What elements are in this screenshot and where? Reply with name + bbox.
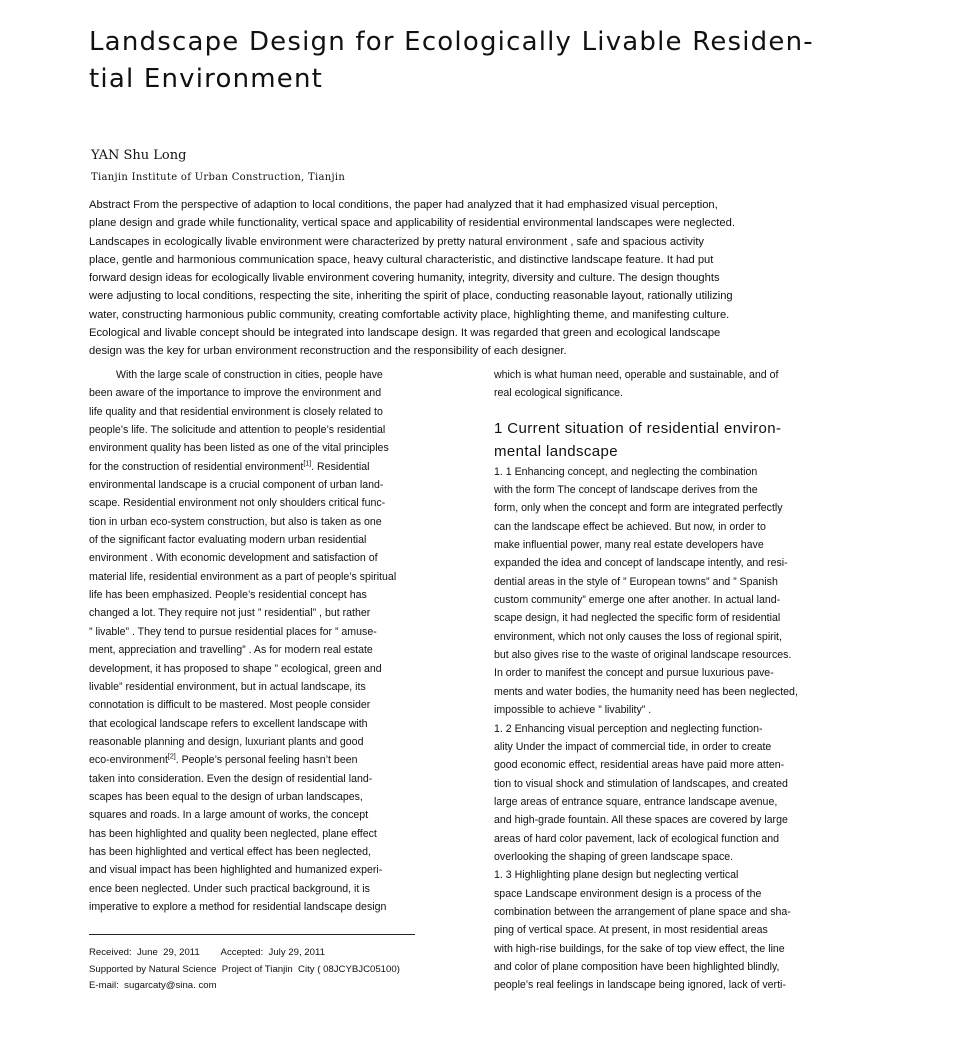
abstract-line: water, constructing harmonious public community, creating comfortable activity place, highlighting theme, and manifesting culture. [89,308,730,321]
body-line: make influential power, many real estate developers have [494,539,764,552]
abstract-line: forward design ideas for ecologically livable environment covering humanity, integrity, diversity and culture. The design thoughts [89,272,720,285]
footnotes [89,945,400,995]
body-line: material life, residential environment as a part of people’s spiritual [89,570,397,583]
body-line: with high-rise buildings, for the sake of top view effect, the line [494,942,785,955]
abstract-line: were adjusting to local conditions, respecting the site, inheriting the spirit of place, conducting reasonable layout, rationally utilizing [89,290,733,303]
author-name: YAN Shu Long [91,148,187,163]
body-line: environment, which not only causes the loss of regional spirit, [494,630,782,643]
section-heading-line: 1 Current situation of residential environ- [494,419,782,437]
citation-ref: [2] [167,753,176,761]
abstract-line: design was the key for urban environment reconstruction and the responsibility of each designer. [89,345,567,358]
body-line: form, only when the concept and form are integrated perfectly [494,502,783,515]
body-line: environmental landscape is a crucial component of urban land- [89,479,384,492]
footnote-divider [89,934,415,935]
body-line: livable” residential environment, but in actual landscape, its [89,680,366,693]
abstract-line: Ecological and livable concept should be integrated into landscape design. It was regarded that green and ecological landscape [89,327,721,340]
body-line: taken into consideration. Even the design of residential land- [89,772,373,785]
body-line: people’s real feelings in landscape being ignored, lack of verti- [494,979,786,992]
abstract [89,196,889,361]
body-line: and high-grade fountain. All these spaces are covered by large [494,814,788,827]
body-line: real ecological significance. [494,387,623,400]
body-line [89,458,477,476]
body-line: overlooking the shaping of green landscape space. [494,850,734,863]
body-line: life quality and that residential environment is closely related to [89,405,383,418]
body-line: been aware of the importance to improve the environment and [89,387,382,400]
body-text: . People’s personal feeling hasn’t been [175,754,358,767]
body-line: and color of plane composition have been highlighted blindly, [494,960,780,973]
body-line: large areas of entrance square, entrance landscape avenue, [494,795,778,808]
body-line: 1. 2 Enhancing visual perception and neglecting function- [494,722,763,735]
body-line: tion to visual shock and stimulation of landscapes, and created [494,777,788,790]
body-line: development, it has proposed to shape ” ecological, green and [89,662,382,675]
body-line: ence been neglected. Under such practical background, it is [89,882,370,895]
body-line: of the significant factor evaluating modern urban residential [89,534,367,547]
body-line: reasonable planning and design, luxuriant plants and good [89,735,364,748]
body-line: life has been emphasized. People’s residential concept has [89,589,367,602]
body-line: ality Under the impact of commercial tide, in order to create [494,740,772,753]
body-line: areas of hard color pavement, lack of ecological function and [494,832,780,845]
body-line: 1. 1 Enhancing concept, and neglecting the combination [494,465,758,478]
body-line: that ecological landscape refers to excellent landscape with [89,717,368,730]
body-line: ping of vertical space. At present, in most residential areas [494,924,768,937]
body-line: dential areas in the style of ” European towns” and ” Spanish [494,575,778,588]
body-line: and visual impact has been highlighted and humanized experi- [89,864,383,877]
body-line: 1. 3 Highlighting plane design but neglecting vertical [494,869,739,882]
footnote-funding: Supported by Natural Science Project of Tianjin City ( 08JCYBJC05100) [89,963,400,975]
body-line: With the large scale of construction in cities, people have [116,369,383,381]
body-line: ” livable” . They tend to pursue residential places for ” amuse- [89,625,377,638]
body-line: people’s life. The solicitude and attention to people’s residential [89,424,386,437]
section-heading-line: mental landscape [494,442,618,460]
body-line: scape design, it had neglected the specific form of residential [494,612,781,625]
body-text: eco-environment [89,754,168,767]
body-line: changed a lot. They require not just ” residential” , but rather [89,607,371,620]
body-line: but also gives rise to the waste of original landscape resources. [494,649,792,662]
body-line: space Landscape environment design is a process of the [494,887,762,900]
body-line: connotation is difficult to be mastered. Most people consider [89,699,371,712]
left-column [89,366,477,916]
body-line: ment, appreciation and travelling” . As for modern real estate [89,644,373,657]
paper-title: Landscape Design for Ecologically Livable Residen- tial Environment [89,27,814,94]
body-line: which is what human need, operable and sustainable, and of [494,369,779,381]
footnote-received: Received: June 29, 2011 Accepted: July 29, 2011 [89,947,325,958]
body-line: can the landscape effect be achieved. But now, in order to [494,520,766,533]
body-line: imperative to explore a method for residential landscape design [89,900,387,913]
abstract-line: plane design and grade while functionality, vertical space and applicability of residential environmental landscapes were neglected. [89,217,735,230]
body-line: good economic effect, residential areas have paid more atten- [494,759,785,772]
body-line: custom community” emerge one after another. In actual land- [494,594,781,607]
body-line: In order to manifest the concept and pursue luxurious pave- [494,667,774,680]
citation-ref: [1] [303,460,312,468]
body-line: tion in urban eco-system construction, but also is taken as one [89,515,382,528]
abstract-line: place, gentle and harmonious communication space, heavy cultural characteristic, and distinctive landscape feature. It had put [89,253,714,266]
body-line: scapes has been equal to the design of urban landscapes, [89,790,363,803]
body-line: expanded the idea and concept of landscape intently, and resi- [494,557,788,570]
author-affiliation: Tianjin Institute of Urban Construction, Tianjin [91,172,346,183]
right-column [494,366,876,995]
body-line: squares and roads. In a large amount of works, the concept [89,809,369,822]
body-line: has been highlighted and quality been neglected, plane effect [89,827,377,840]
body-line: ments and water bodies, the humanity need has been neglected, [494,685,798,698]
abstract-line: Landscapes in ecologically livable environment were characterized by pretty natural environment , safe and spacious activity [89,235,705,248]
body-text: for the construction of residential environment [89,460,304,473]
body-line: combination between the arrangement of plane space and sha- [494,905,791,918]
body-line: impossible to achieve ” livability” . [494,704,652,717]
abstract-line: Abstract From the perspective of adaption to local conditions, the paper had analyzed that it had emphasized visual perception, [89,199,718,211]
body-text: . Residential [311,460,370,473]
body-line [89,751,477,769]
body-line: with the form The concept of landscape derives from the [494,484,758,497]
body-line: scape. Residential environment not only shoulders critical func- [89,497,386,510]
footnote-email: E-mail: sugarcaty@sina. com [89,980,217,991]
body-line: environment . With economic development and satisfaction of [89,552,378,565]
body-line: has been highlighted and vertical effect has been neglected, [89,845,371,858]
section-heading [494,417,876,463]
body-line: environment quality has been listed as one of the vital principles [89,442,389,455]
